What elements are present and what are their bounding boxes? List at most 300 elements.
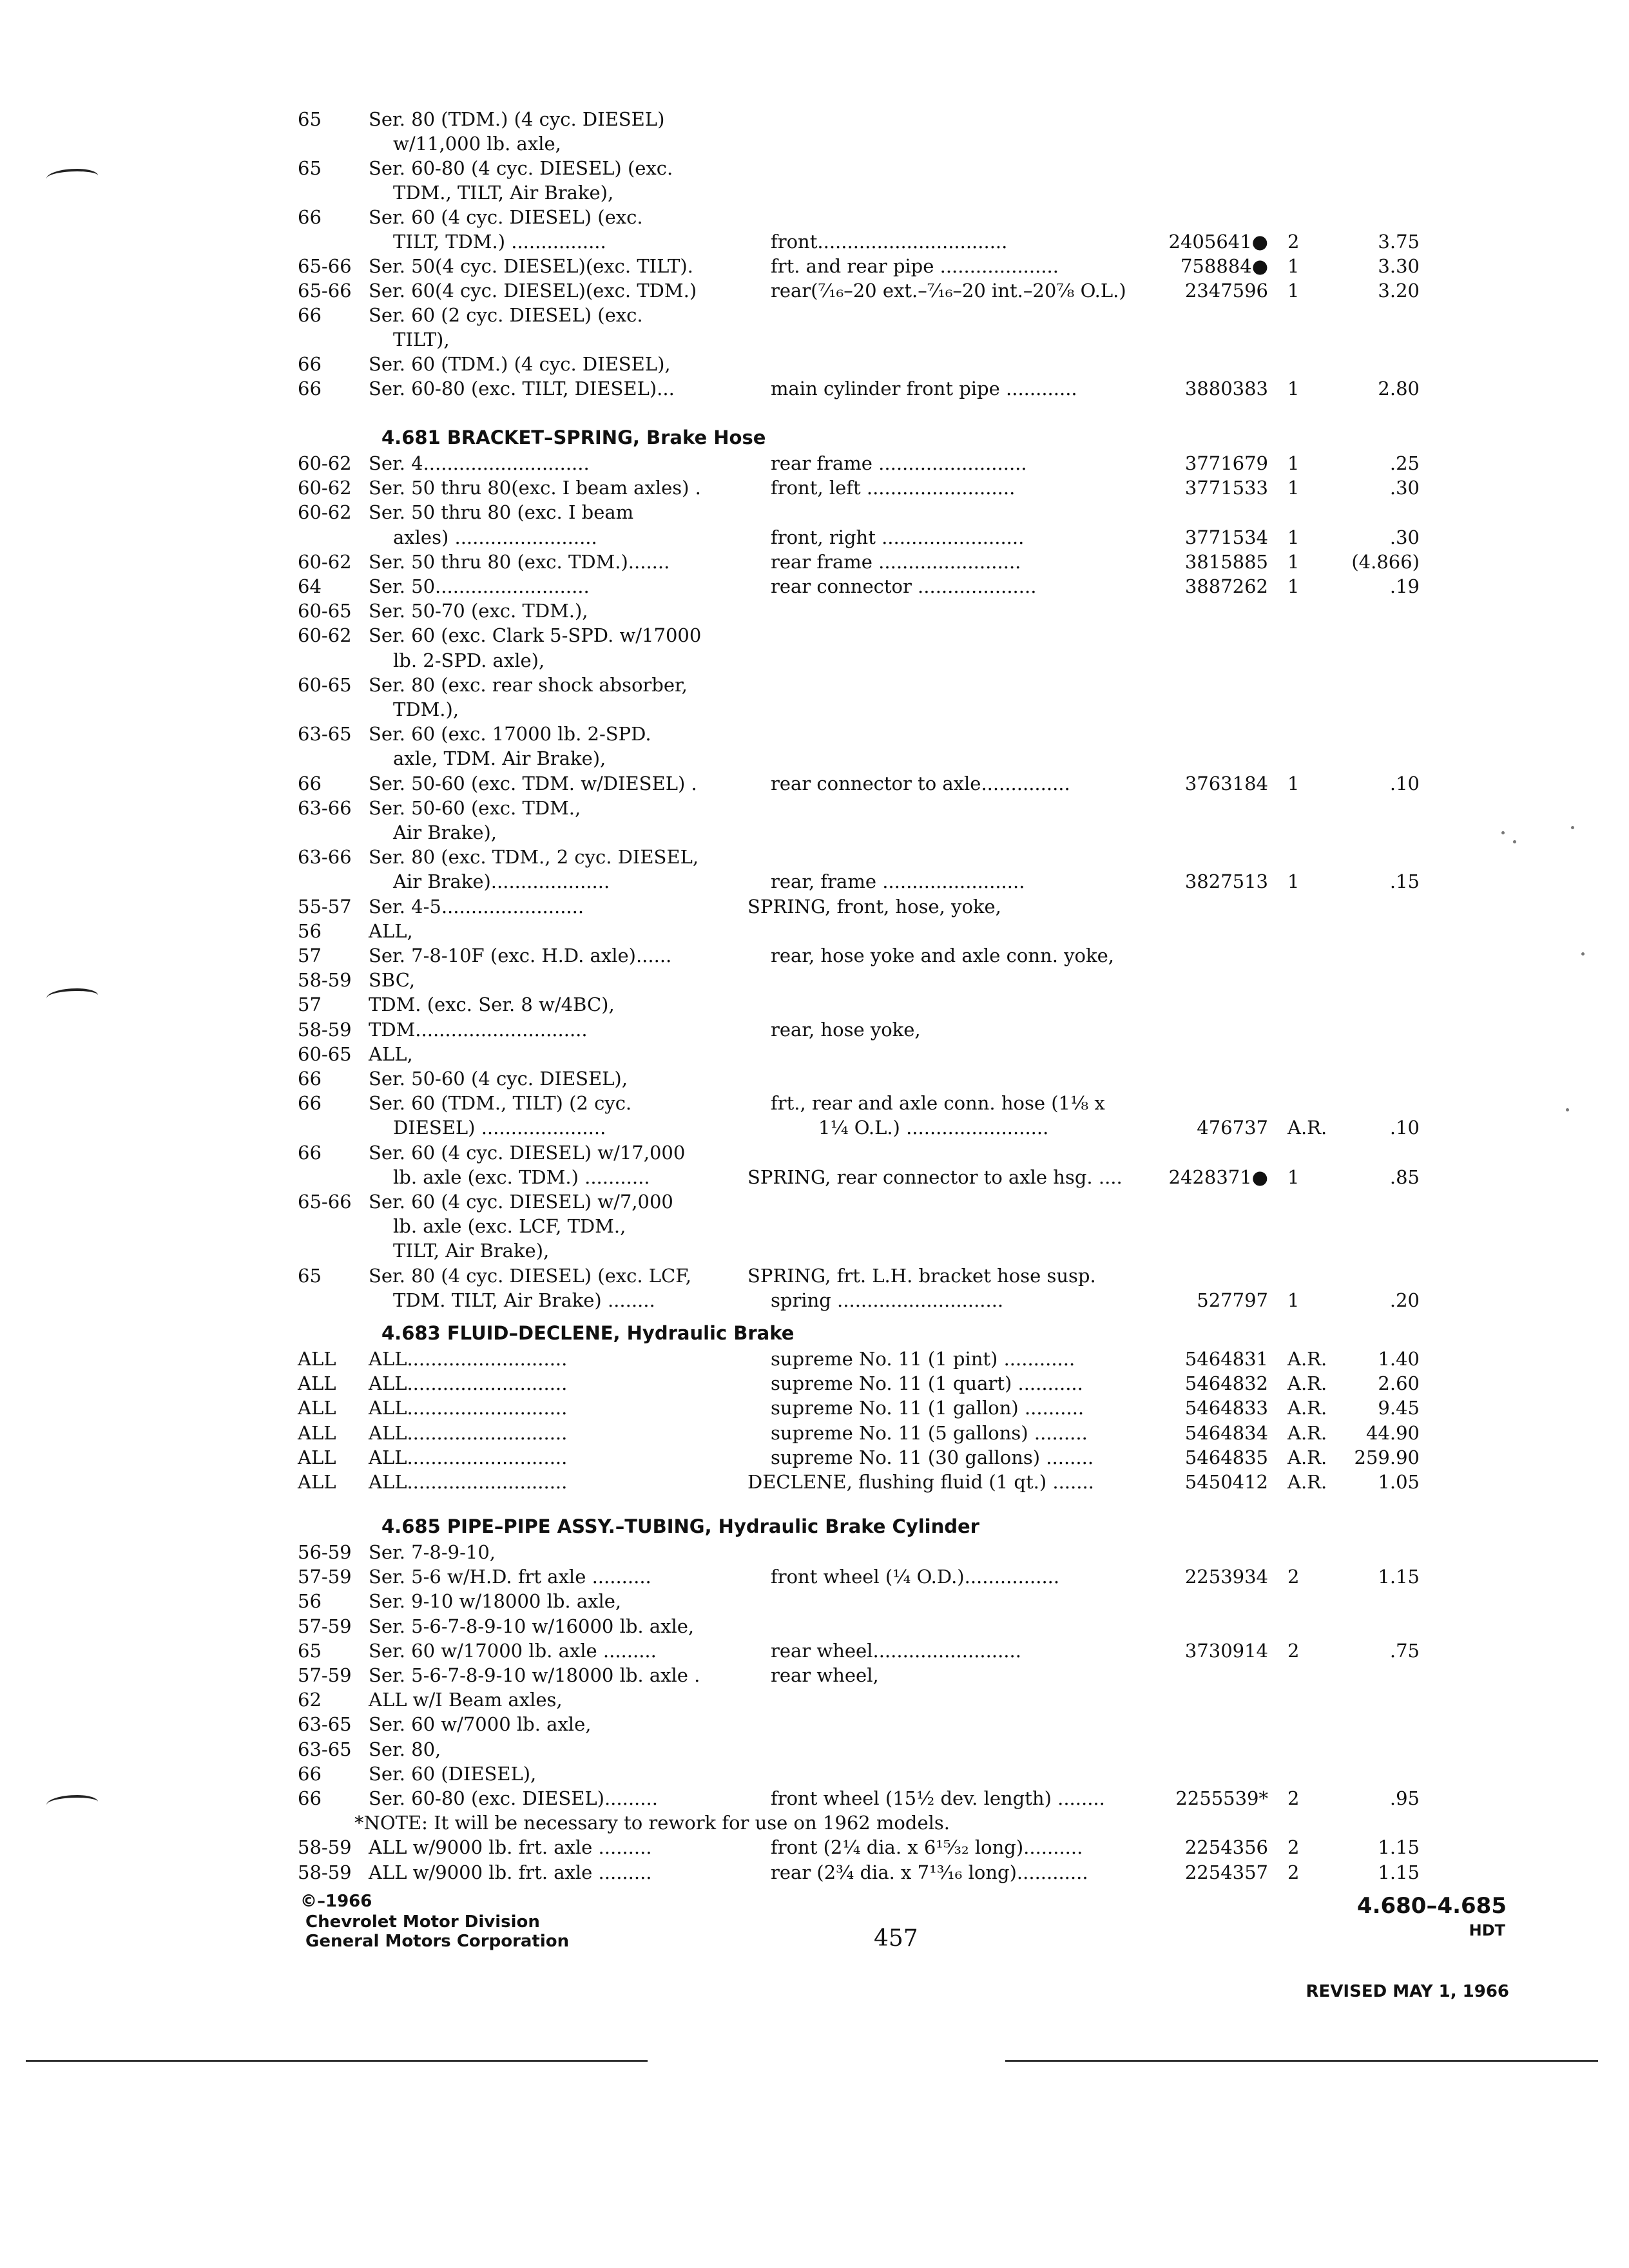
- quantity: 2: [1287, 1787, 1300, 1809]
- parts-row: [0, 1762, 1629, 1786]
- model-year: 56: [298, 920, 322, 942]
- application-continued: axles) ........................: [393, 526, 597, 548]
- application: Ser. 60 (4 cyc. DIESEL) w/17,000: [369, 1142, 686, 1164]
- description: front wheel (¼ O.D.)................: [771, 1566, 1060, 1588]
- part-number: 2254356: [1184, 1836, 1268, 1858]
- application-continued: lb. axle (exc. LCF, TDM.,: [393, 1215, 626, 1237]
- application: TDM.............................: [369, 1019, 588, 1041]
- application: ALL...........................: [369, 1471, 568, 1493]
- parts-row: [0, 1189, 1629, 1214]
- application: Ser. 60-80 (4 cyc. DIESEL) (exc.: [369, 157, 673, 179]
- parts-row: [0, 1066, 1629, 1091]
- part-number: 3771534: [1184, 526, 1268, 548]
- model-year: 56-59: [298, 1541, 352, 1563]
- model-year: 66: [298, 304, 322, 326]
- quantity: 1: [1287, 452, 1300, 474]
- quantity: 1: [1287, 575, 1300, 597]
- parts-row: [0, 1639, 1629, 1663]
- application: Ser. 80 (exc. rear shock absorber,: [369, 674, 688, 696]
- description: front, left .........................: [771, 477, 1016, 499]
- parts-row: [0, 820, 1629, 845]
- application: Ser. 60 w/7000 lb. axle,: [369, 1713, 592, 1735]
- parts-row: [0, 623, 1629, 648]
- application: Ser. 60 (4 cyc. DIESEL) w/7,000: [369, 1191, 673, 1213]
- model-year: 55-57: [298, 896, 352, 918]
- application-continued: TILT),: [393, 329, 450, 351]
- application: Ser. 60-80 (exc. DIESEL).........: [369, 1787, 658, 1809]
- division-name: Chevrolet Motor Division: [305, 1912, 540, 1932]
- section-heading: 4.685 PIPE–PIPE ASSY.–TUBING, Hydraulic Brake Cylinder: [381, 1515, 979, 1537]
- part-number: 2255539*: [1175, 1787, 1268, 1809]
- scan-speck: [1501, 831, 1505, 834]
- model-year: 66: [298, 1068, 322, 1090]
- model-year: 60-62: [298, 624, 352, 646]
- description: SPRING, front, hose, yoke,: [747, 896, 1001, 918]
- model-year: 60-62: [298, 477, 352, 499]
- parts-row: [0, 352, 1629, 376]
- part-number: 3880383: [1184, 378, 1268, 399]
- application: ALL...........................: [369, 1372, 568, 1394]
- price: .30: [1389, 526, 1420, 548]
- application: ALL,: [369, 920, 413, 942]
- model-year: 57-59: [298, 1566, 352, 1588]
- price: 1.05: [1378, 1471, 1420, 1493]
- model-year: 57: [298, 945, 322, 966]
- application: Ser. 60 (2 cyc. DIESEL) (exc.: [369, 304, 643, 326]
- parts-row: [0, 131, 1629, 156]
- quantity: 2: [1287, 231, 1300, 253]
- quantity: 1: [1287, 1166, 1300, 1188]
- description: supreme No. 11 (1 quart) ...........: [771, 1372, 1083, 1394]
- description: rear, frame ........................: [771, 870, 1025, 892]
- parts-row: [0, 476, 1629, 500]
- part-number: 758884●: [1180, 255, 1268, 277]
- price: .95: [1389, 1787, 1420, 1809]
- section-heading: 4.683 FLUID–DECLENE, Hydraulic Brake: [381, 1322, 795, 1344]
- part-number: 2347596: [1184, 280, 1268, 302]
- price: (4.866): [1351, 551, 1420, 573]
- model-year: 66: [298, 1763, 322, 1785]
- revised-date: REVISED MAY 1, 1966: [1306, 1982, 1509, 2001]
- quantity: A.R.: [1287, 1372, 1327, 1394]
- price: .10: [1389, 773, 1420, 794]
- application-continued: Air Brake)....................: [393, 870, 610, 892]
- application: Ser. 5-6-7-8-9-10 w/16000 lb. axle,: [369, 1615, 695, 1637]
- application-continued: TILT, TDM.) ................: [393, 231, 606, 253]
- page-number: 457: [874, 1925, 918, 1952]
- quantity: 2: [1287, 1566, 1300, 1588]
- application: Ser. 60 (TDM.) (4 cyc. DIESEL),: [369, 353, 671, 375]
- part-number: 3771679: [1184, 452, 1268, 474]
- description: frt. and rear pipe ....................: [771, 255, 1059, 277]
- model-year: 65: [298, 1265, 322, 1287]
- application: Ser. 80,: [369, 1738, 441, 1760]
- parts-row: [0, 107, 1629, 131]
- description: supreme No. 11 (1 pint) ............: [771, 1348, 1075, 1370]
- section-range: 4.680–4.685: [1356, 1893, 1507, 1919]
- quantity: 1: [1287, 280, 1300, 302]
- price: 3.30: [1378, 255, 1420, 277]
- parts-row: [0, 1042, 1629, 1066]
- part-number: 5464833: [1184, 1397, 1268, 1419]
- model-year: 65-66: [298, 255, 352, 277]
- application-continued: lb. 2-SPD. axle),: [393, 649, 545, 671]
- model-year: 60-62: [298, 551, 352, 573]
- quantity: 1: [1287, 526, 1300, 548]
- parts-row: [0, 869, 1629, 894]
- model-year: ALL: [298, 1422, 336, 1444]
- part-number: 3763184: [1184, 773, 1268, 794]
- section-heading: 4.681 BRACKET–SPRING, Brake Hose: [381, 427, 766, 448]
- parts-row: [0, 771, 1629, 796]
- application: Ser. 7-8-9-10,: [369, 1541, 496, 1563]
- parts-row: [0, 1687, 1629, 1712]
- model-year: 58-59: [298, 1019, 352, 1041]
- model-year: ALL: [298, 1372, 336, 1394]
- corporation-name: General Motors Corporation: [305, 1932, 570, 1951]
- quantity: 1: [1287, 378, 1300, 399]
- application-continued: TDM.),: [393, 698, 459, 720]
- model-year: ALL: [298, 1348, 336, 1370]
- application: Ser. 50-60 (exc. TDM.,: [369, 797, 581, 819]
- quantity: A.R.: [1287, 1117, 1327, 1139]
- price: 1.15: [1378, 1836, 1420, 1858]
- part-number: 3771533: [1184, 477, 1268, 499]
- model-year: 63-65: [298, 723, 352, 745]
- application: Ser. 50 thru 80(exc. I beam axles) .: [369, 477, 701, 499]
- parts-row: [0, 451, 1629, 476]
- application: Ser. 50 thru 80 (exc. I beam: [369, 501, 634, 523]
- parts-row: [0, 327, 1629, 352]
- description: spring ............................: [771, 1289, 1004, 1311]
- application: Ser. 50(4 cyc. DIESEL)(exc. TILT).: [369, 255, 693, 277]
- application-continued: TILT, Air Brake),: [393, 1240, 550, 1262]
- model-year: 65-66: [298, 280, 352, 302]
- application: Ser. 60 (4 cyc. DIESEL) (exc.: [369, 206, 643, 228]
- price: 2.60: [1378, 1372, 1420, 1394]
- price: .85: [1389, 1166, 1420, 1188]
- description: rear wheel.........................: [771, 1640, 1021, 1662]
- model-year: 57-59: [298, 1615, 352, 1637]
- application: Ser. 50..........................: [369, 575, 590, 597]
- application: Ser. 7-8-10F (exc. H.D. axle)......: [369, 945, 672, 966]
- quantity: 1: [1287, 551, 1300, 573]
- application: Ser. 50-70 (exc. TDM.),: [369, 600, 588, 622]
- parts-row: [0, 1238, 1629, 1263]
- price: .30: [1389, 477, 1420, 499]
- part-number: 5464832: [1184, 1372, 1268, 1394]
- model-year: 66: [298, 353, 322, 375]
- description: supreme No. 11 (30 gallons) ........: [771, 1446, 1094, 1468]
- parts-row: [0, 1165, 1629, 1189]
- quantity: A.R.: [1287, 1446, 1327, 1468]
- parts-row: [0, 1371, 1629, 1396]
- model-year: 66: [298, 773, 322, 794]
- parts-row: [0, 229, 1629, 254]
- part-number: 3815885: [1184, 551, 1268, 573]
- description: rear, hose yoke,: [771, 1019, 921, 1041]
- price: 2.80: [1378, 378, 1420, 399]
- parts-row: [0, 1835, 1629, 1860]
- model-year: ALL: [298, 1397, 336, 1419]
- description: rear(⁷⁄₁₆–20 ext.–⁷⁄₁₆–20 int.–20⁷⁄₈ O.L.): [771, 280, 1126, 302]
- model-year: 60-65: [298, 674, 352, 696]
- application: Ser. 60 (DIESEL),: [369, 1763, 537, 1785]
- bottom-rule-left: [26, 2060, 648, 2062]
- application: ALL...........................: [369, 1397, 568, 1419]
- copyright: ©–1966: [300, 1892, 372, 1911]
- application: ALL w/I Beam axles,: [369, 1689, 563, 1711]
- model-year: 60-62: [298, 452, 352, 474]
- model-year: 60-62: [298, 501, 352, 523]
- description: frt., rear and axle conn. hose (1⅛ x: [771, 1092, 1105, 1114]
- part-number: 3887262: [1184, 575, 1268, 597]
- scan-speck: [1513, 840, 1516, 843]
- quantity: 1: [1287, 1289, 1300, 1311]
- parts-row: [0, 1264, 1629, 1288]
- scan-speck: [1566, 1108, 1569, 1111]
- application: Ser. 9-10 w/18000 lb. axle,: [369, 1590, 622, 1612]
- price: 3.20: [1378, 280, 1420, 302]
- parts-row: [0, 500, 1629, 524]
- parts-row: [0, 303, 1629, 327]
- parts-row: [0, 1445, 1629, 1470]
- description: rear (2¾ dia. x 7¹³⁄₁₆ long)............: [771, 1861, 1088, 1883]
- parts-row: [0, 180, 1629, 205]
- model-year: 60-65: [298, 1043, 352, 1065]
- quantity: A.R.: [1287, 1471, 1327, 1493]
- parts-row: [0, 746, 1629, 771]
- application-continued: w/11,000 lb. axle,: [393, 133, 561, 155]
- part-number: 527797: [1197, 1289, 1268, 1311]
- application: Ser. 5-6-7-8-9-10 w/18000 lb. axle .: [369, 1664, 700, 1686]
- parts-row: [0, 673, 1629, 697]
- price: 1.15: [1378, 1861, 1420, 1883]
- application: Ser. 80 (4 cyc. DIESEL) (exc. LCF,: [369, 1265, 692, 1287]
- application-continued: lb. axle (exc. TDM.) ...........: [393, 1166, 650, 1188]
- series-code: HDT: [1469, 1921, 1505, 1939]
- quantity: A.R.: [1287, 1422, 1327, 1444]
- quantity: 2: [1287, 1640, 1300, 1662]
- price: 3.75: [1378, 231, 1420, 253]
- application: ALL,: [369, 1043, 413, 1065]
- part-number: 3730914: [1184, 1640, 1268, 1662]
- parts-row: [0, 254, 1629, 278]
- parts-row: [0, 968, 1629, 992]
- description: rear connector to axle...............: [771, 773, 1070, 794]
- parts-row: [0, 525, 1629, 550]
- part-number: 5464835: [1184, 1446, 1268, 1468]
- model-year: 65: [298, 157, 322, 179]
- price: 1.15: [1378, 1566, 1420, 1588]
- application: ALL...........................: [369, 1348, 568, 1370]
- description-continued: 1¼ O.L.) ........................: [818, 1117, 1049, 1139]
- parts-row: [0, 648, 1629, 673]
- application: Ser. 60 (exc. Clark 5-SPD. w/17000: [369, 624, 702, 646]
- parts-row: [0, 574, 1629, 599]
- model-year: ALL: [298, 1446, 336, 1468]
- model-year: 60-65: [298, 600, 352, 622]
- quantity: 1: [1287, 477, 1300, 499]
- model-year: 66: [298, 1787, 322, 1809]
- application: Ser. 4-5........................: [369, 896, 584, 918]
- footnote: *NOTE: It will be necessary to rework for use on 1962 models.: [354, 1812, 950, 1834]
- parts-row: [0, 943, 1629, 968]
- price: .25: [1389, 452, 1420, 474]
- model-year: 63-66: [298, 846, 352, 868]
- application: ALL w/9000 lb. frt. axle .........: [369, 1836, 652, 1858]
- description: front (2¼ dia. x 6¹⁵⁄₃₂ long)..........: [771, 1836, 1083, 1858]
- application: Ser. 60 (TDM., TILT) (2 cyc.: [369, 1092, 632, 1114]
- price: .19: [1389, 575, 1420, 597]
- parts-row: [0, 1115, 1629, 1140]
- model-year: 66: [298, 378, 322, 399]
- parts-row: [0, 1421, 1629, 1445]
- description: main cylinder front pipe ............: [771, 378, 1077, 399]
- parts-row: [0, 1786, 1629, 1811]
- part-number: 2253934: [1184, 1566, 1268, 1588]
- model-year: ALL: [298, 1471, 336, 1493]
- model-year: 65: [298, 1640, 322, 1662]
- scan-speck: [1571, 826, 1574, 829]
- application-continued: TDM., TILT, Air Brake),: [393, 182, 614, 204]
- model-year: 58-59: [298, 969, 352, 991]
- parts-row: [0, 1663, 1629, 1687]
- parts-row: [0, 156, 1629, 180]
- application: Ser. 60-80 (exc. TILT, DIESEL)...: [369, 378, 675, 399]
- parts-row: [0, 599, 1629, 623]
- application: Ser. 60 w/17000 lb. axle .........: [369, 1640, 657, 1662]
- description: supreme No. 11 (5 gallons) .........: [771, 1422, 1088, 1444]
- parts-row: [0, 1347, 1629, 1371]
- price: 259.90: [1354, 1446, 1420, 1468]
- application: ALL w/9000 lb. frt. axle .........: [369, 1861, 652, 1883]
- parts-row: [0, 1589, 1629, 1613]
- model-year: 63-65: [298, 1738, 352, 1760]
- description: rear, hose yoke and axle conn. yoke,: [771, 945, 1114, 966]
- application-continued: Air Brake),: [393, 822, 497, 843]
- quantity: A.R.: [1287, 1397, 1327, 1419]
- application: Ser. 60(4 cyc. DIESEL)(exc. TDM.): [369, 280, 697, 302]
- description: supreme No. 11 (1 gallon) ..........: [771, 1397, 1084, 1419]
- model-year: 66: [298, 1142, 322, 1164]
- model-year: 66: [298, 1092, 322, 1114]
- application: Ser. 50 thru 80 (exc. TDM.).......: [369, 551, 670, 573]
- quantity: 2: [1287, 1836, 1300, 1858]
- price: 9.45: [1378, 1397, 1420, 1419]
- description: rear frame ........................: [771, 551, 1021, 573]
- parts-row: [0, 1564, 1629, 1589]
- description: DECLENE, flushing fluid (1 qt.) .......: [747, 1471, 1094, 1493]
- parts-row: [0, 1712, 1629, 1736]
- application: ALL...........................: [369, 1446, 568, 1468]
- parts-row: [0, 1017, 1629, 1042]
- parts-row: [0, 1470, 1629, 1494]
- application: Ser. 4............................: [369, 452, 590, 474]
- parts-row: [0, 376, 1629, 401]
- description: rear wheel,: [771, 1664, 879, 1686]
- parts-row: [0, 1860, 1629, 1885]
- application: Ser. 80 (TDM.) (4 cyc. DIESEL): [369, 108, 665, 130]
- part-number: 3827513: [1184, 870, 1268, 892]
- price: .15: [1389, 870, 1420, 892]
- price: 44.90: [1365, 1422, 1420, 1444]
- parts-row: [0, 1396, 1629, 1420]
- model-year: 56: [298, 1590, 322, 1612]
- application: Ser. 60 (exc. 17000 lb. 2-SPD.: [369, 723, 651, 745]
- part-number: 5464831: [1184, 1348, 1268, 1370]
- price: .20: [1389, 1289, 1420, 1311]
- description: rear connector ....................: [771, 575, 1037, 597]
- model-year: 63-66: [298, 797, 352, 819]
- model-year: 65: [298, 108, 322, 130]
- part-number: 476737: [1197, 1117, 1268, 1139]
- application: TDM. (exc. Ser. 8 w/4BC),: [369, 994, 615, 1015]
- part-number: 2254357: [1184, 1861, 1268, 1883]
- parts-row: [0, 1214, 1629, 1238]
- model-year: 58-59: [298, 1836, 352, 1858]
- application: Ser. 50-60 (4 cyc. DIESEL),: [369, 1068, 628, 1090]
- parts-row: [0, 992, 1629, 1017]
- application: ALL...........................: [369, 1422, 568, 1444]
- application-continued: axle, TDM. Air Brake),: [393, 747, 606, 769]
- parts-row: [0, 697, 1629, 722]
- description: SPRING, rear connector to axle hsg. ....: [747, 1166, 1123, 1188]
- model-year: 57: [298, 994, 322, 1015]
- parts-row: [0, 278, 1629, 303]
- model-year: 57-59: [298, 1664, 352, 1686]
- model-year: 62: [298, 1689, 322, 1711]
- parts-row: [0, 919, 1629, 943]
- parts-row: [0, 796, 1629, 820]
- part-number: 5464834: [1184, 1422, 1268, 1444]
- parts-row: [0, 722, 1629, 746]
- parts-row: [0, 1140, 1629, 1165]
- description: front................................: [771, 231, 1008, 253]
- description: front wheel (15½ dev. length) ........: [771, 1787, 1105, 1809]
- scan-speck: [1581, 952, 1585, 956]
- model-year: 63-65: [298, 1713, 352, 1735]
- parts-row: [0, 845, 1629, 869]
- part-number: 2428371●: [1168, 1166, 1268, 1188]
- application-continued: DIESEL) .....................: [393, 1117, 606, 1139]
- description: SPRING, frt. L.H. bracket hose susp.: [747, 1265, 1096, 1287]
- price: .75: [1389, 1640, 1420, 1662]
- parts-row: [0, 550, 1629, 574]
- application: Ser. 50-60 (exc. TDM. w/DIESEL) .: [369, 773, 697, 794]
- application-continued: TDM. TILT, Air Brake) ........: [393, 1289, 655, 1311]
- application: Ser. 80 (exc. TDM., 2 cyc. DIESEL,: [369, 846, 699, 868]
- quantity: 1: [1287, 773, 1300, 794]
- description: rear frame .........................: [771, 452, 1027, 474]
- application: Ser. 5-6 w/H.D. frt axle ..........: [369, 1566, 651, 1588]
- quantity: 2: [1287, 1861, 1300, 1883]
- quantity: 1: [1287, 870, 1300, 892]
- part-number: 5450412: [1184, 1471, 1268, 1493]
- description: front, right ........................: [771, 526, 1025, 548]
- parts-row: [0, 1288, 1629, 1312]
- quantity: 1: [1287, 255, 1300, 277]
- parts-row: [0, 894, 1629, 919]
- price: 1.40: [1378, 1348, 1420, 1370]
- price: .10: [1389, 1117, 1420, 1139]
- parts-row: [0, 1737, 1629, 1762]
- parts-row: [0, 1091, 1629, 1115]
- model-year: 64: [298, 575, 322, 597]
- parts-row: [0, 1540, 1629, 1564]
- parts-row: [0, 1614, 1629, 1639]
- parts-row: [0, 205, 1629, 229]
